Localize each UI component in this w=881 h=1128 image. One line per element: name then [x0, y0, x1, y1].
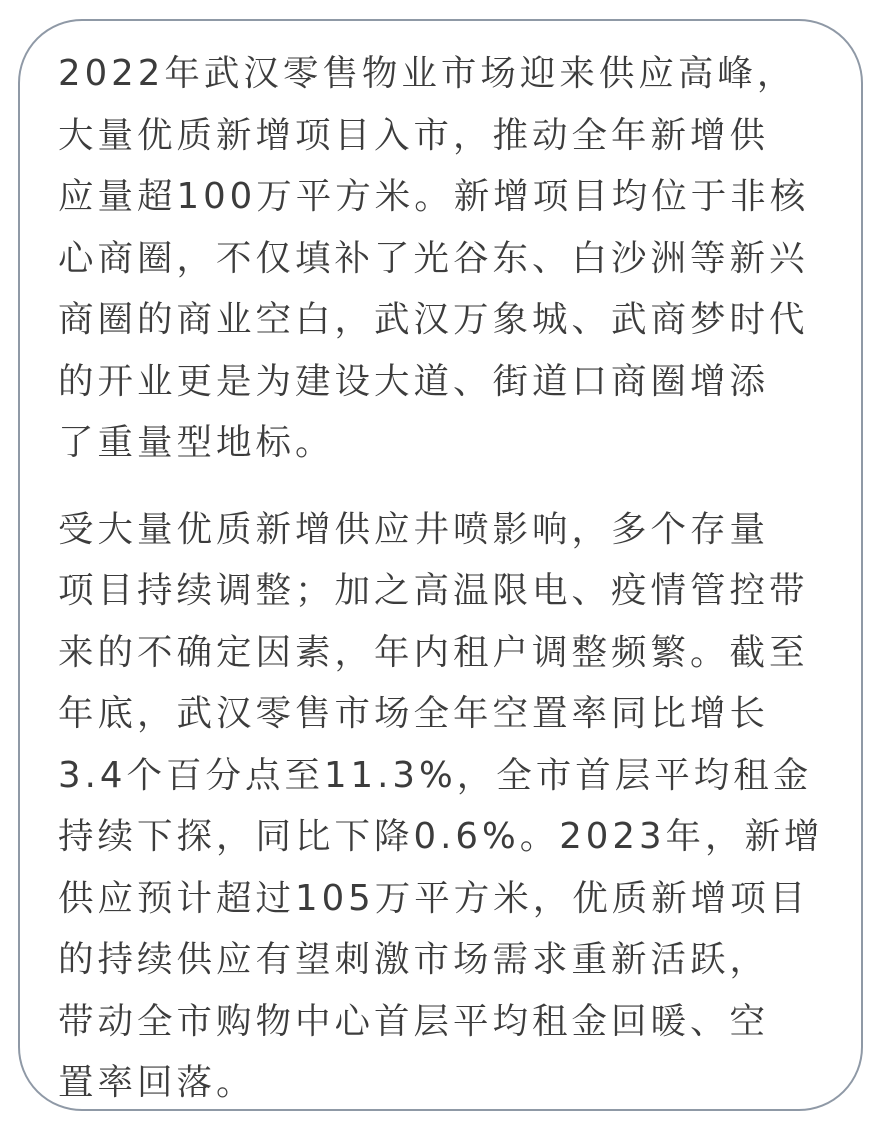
- paragraph-line: 置率回落。: [58, 1062, 256, 1103]
- paragraph-line: 带动全市购物中心首层平均租金回暖、空: [58, 1000, 770, 1042]
- paragraph-line: 应量超100万平方米。新增项目均位于非核: [58, 176, 810, 217]
- paragraph-line: 年底，武汉零售市场全年空置率同比增长: [58, 693, 770, 734]
- paragraph-line: 供应预计超过105万平方米，优质新增项目: [58, 877, 810, 919]
- paragraph-line: 的开业更是为建设大道、街道口商圈增添: [58, 360, 770, 402]
- paragraph-line: 3.4个百分点至11.3%，全市首层平均租金: [58, 754, 813, 796]
- paragraph-line: 来的不确定因素，年内租户调整频繁。截至: [58, 631, 809, 673]
- paragraph-line: 了重量型地标。: [58, 422, 335, 463]
- paragraph-line: 项目持续调整；加之高温限电、疫情管控带: [58, 570, 809, 611]
- paragraph-line: 大量优质新增项目入市，推动全年新增供: [58, 114, 770, 156]
- paragraph-line: 持续下探，同比下降0.6%。2023年，新增: [58, 816, 824, 857]
- article-text: [58, 43, 828, 1114]
- paragraph-line: 2022年武汉零售物业市场迎来供应高峰，: [58, 53, 797, 94]
- paragraph-line: 受大量优质新增供应井喷影响，多个存量: [58, 508, 770, 550]
- paragraph-line: 商圈的商业空白，武汉万象城、武商梦时代: [58, 299, 809, 340]
- paragraph-line: 心商圈，不仅填补了光谷东、白沙洲等新兴: [58, 237, 809, 279]
- paragraph-line: 的持续供应有望刺激市场需求重新活跃，: [58, 939, 770, 980]
